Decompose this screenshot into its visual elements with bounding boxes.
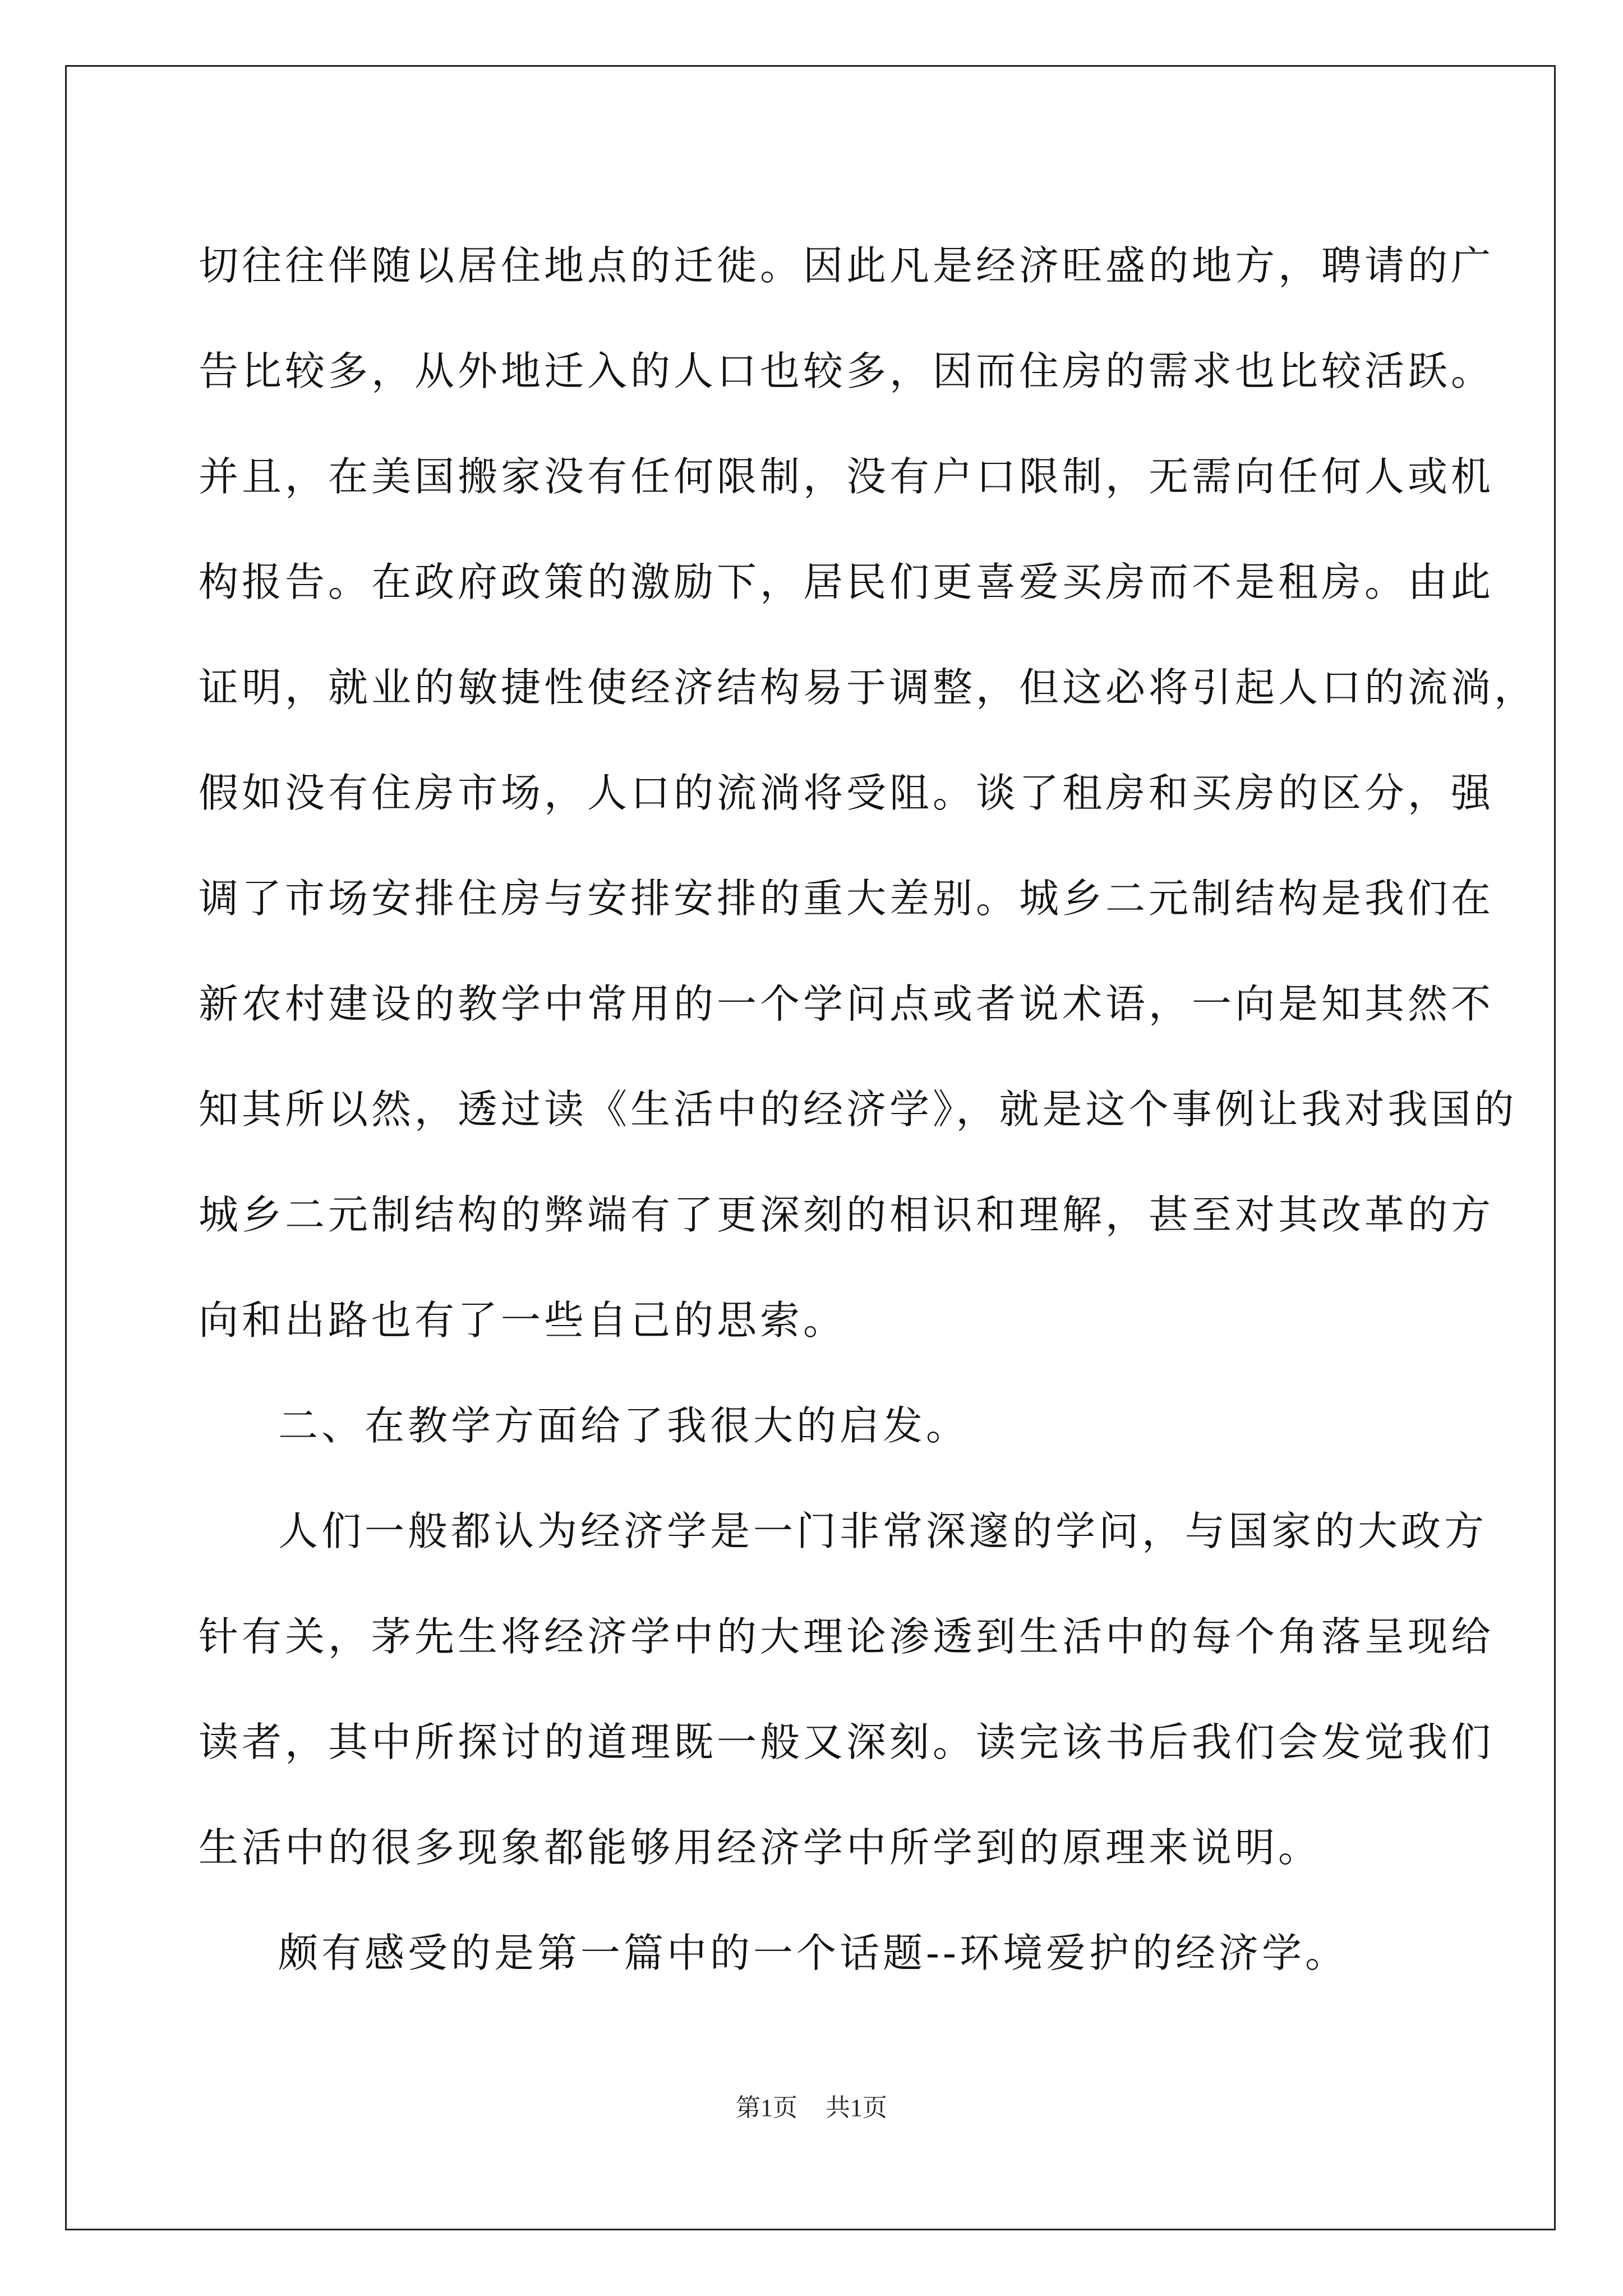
text-line: 调了市场安排住房与安排安排的重大差别。城乡二元制结构是我们在 [199, 875, 1495, 922]
text-line: 证明，就业的敏捷性使经济结构易于调整，但这必将引起人口的流淌， [199, 664, 1538, 711]
text-line: 向和出路也有了一些自己的思索。 [199, 1297, 847, 1343]
text-line: 构报告。在政府政策的激励下，居民们更喜爱买房而不是租房。由此 [199, 559, 1495, 605]
section-heading: 二、在教学方面给了我很大的启发。 [278, 1402, 970, 1449]
text-line: 并且，在美国搬家没有任何限制，没有户口限制，无需向任何人或机 [199, 453, 1495, 500]
text-line: 新农村建设的教学中常用的一个学问点或者说术语，一向是知其然不 [199, 981, 1495, 1027]
text-line: 切往往伴随以居住地点的迁徙。因此凡是经济旺盛的地方，聘请的广 [199, 242, 1495, 289]
text-line: 针有关，茅先生将经济学中的大理论渗透到生活中的每个角落呈现给 [199, 1613, 1495, 1660]
page-total: 共1页 [826, 2094, 887, 2122]
text-line: 告比较多，从外地迁入的人口也较多，因而住房的需求也比较活跃。 [199, 348, 1495, 394]
document-body [199, 213, 1538, 2006]
text-line: 生活中的很多现象都能够用经济学中所学到的原理来说明。 [199, 1824, 1322, 1871]
text-line: 人们一般都认为经济学是一门非常深邃的学问，与国家的大政方 [278, 1508, 1488, 1554]
page-footer [0, 2091, 1623, 2125]
text-line: 城乡二元制结构的弊端有了更深刻的相识和理解，甚至对其改革的方 [199, 1191, 1495, 1238]
text-line: 读者，其中所探讨的道理既一般又深刻。读完该书后我们会发觉我们 [199, 1719, 1495, 1765]
text-line: 假如没有住房市场，人口的流淌将受阻。谈了租房和买房的区分，强 [199, 770, 1495, 816]
text-line: 知其所以然，透过读《生活中的经济学》，就是这个事例让我对我国的 [199, 1086, 1518, 1133]
page-number: 第1页 [736, 2094, 797, 2122]
text-line: 颇有感受的是第一篇中的一个话题--环境爱护的经济学。 [278, 1930, 1348, 1976]
